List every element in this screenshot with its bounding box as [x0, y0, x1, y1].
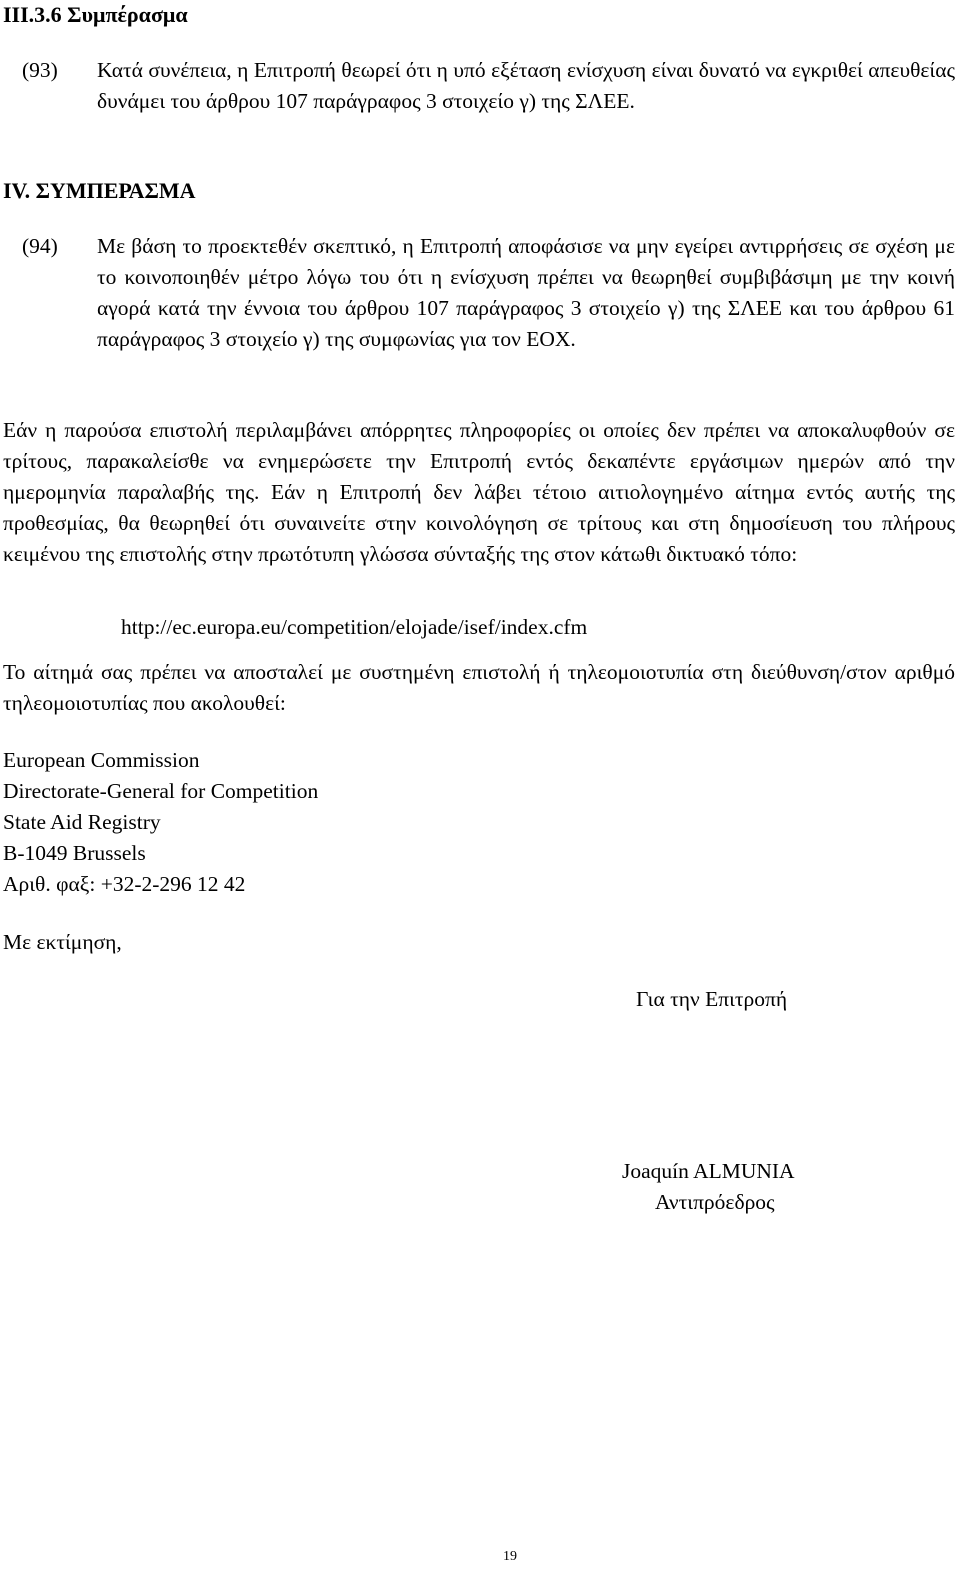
signatory-name: Joaquín ALMUNIA [622, 1159, 795, 1183]
address-line-4: B-1049 Brussels [3, 841, 146, 865]
page-number: 19 [503, 1549, 517, 1564]
address-line-1: European Commission [3, 748, 200, 772]
paragraph-94-number: (94) [22, 234, 58, 258]
address-line-2: Directorate-General for Competition [3, 779, 319, 803]
request-instruction: Το αίτημά σας πρέπει να αποσταλεί με συστημένη επιστολή ή τηλεομοιοτυπία στη διεύθυνση/στον αριθμό τηλεομοιοτυπίας που ακολουθεί: [3, 660, 955, 715]
section-heading: III.3.6 Συμπέρασμα [3, 2, 188, 27]
closing-salutation: Με εκτίμηση, [3, 930, 122, 954]
signatory-title: Αντιπρόεδρος [655, 1190, 775, 1214]
publication-url: http://ec.europa.eu/competition/elojade/isef/index.cfm [121, 615, 588, 639]
paragraph-93-number: (93) [22, 58, 58, 82]
on-behalf-of: Για την Επιτροπή [636, 987, 788, 1011]
chapter-heading: IV. ΣΥΜΠΕΡΑΣΜΑ [3, 178, 196, 203]
confidentiality-notice: Εάν η παρούσα επιστολή περιλαμβάνει απόρρητες πληροφορίες οι οποίες δεν πρέπει να αποκαλυφθούν σε τρίτους, παρακαλείσθε να ενημερώσετε την Επιτροπή εντός δεκαπέντε εργάσιμων ημερών από την ημερομηνία παραλαβής της. Εάν η Επιτροπή δεν λάβει τέτοιο αιτιολογημένο αίτημα εντός αυτής της προθεσμίας, θα θεωρηθεί ότι συναινείτε στην κοινολόγηση σε τρίτους και στη δημοσίευση του πλήρους κειμένου της επιστολής στην πρωτότυπη γλώσσα σύνταξής της στον κάτωθι δικτυακό τόπο: [3, 418, 955, 566]
paragraph-94-text: Με βάση το προεκτεθέν σκεπτικό, η Επιτροπή αποφάσισε να μην εγείρει αντιρρήσεις σε σχέση με το κοινοποιηθέν μέτρο λόγω του ότι η ενίσχυση πρέπει να θεωρηθεί συμβιβάσιμη με την κοινή αγορά κατά την έννοια του άρθρου 107 παράγραφος 3 στοιχείο γ) της ΣΛΕΕ και του άρθρου 61 παράγραφος 3 στοιχείο γ) της συμφωνίας για τον ΕΟΧ. [97, 234, 955, 351]
address-line-3: State Aid Registry [3, 810, 161, 834]
mailing-address [3, 745, 318, 900]
fax-number: Αριθ. φαξ: +32-2-296 12 42 [3, 872, 246, 896]
paragraph-93-text: Κατά συνέπεια, η Επιτροπή θεωρεί ότι η υπό εξέταση ενίσχυση είναι δυνατό να εγκριθεί απευθείας δυνάμει του άρθρου 107 παράγραφος 3 στοιχείο γ) της ΣΛΕΕ. [97, 58, 955, 113]
